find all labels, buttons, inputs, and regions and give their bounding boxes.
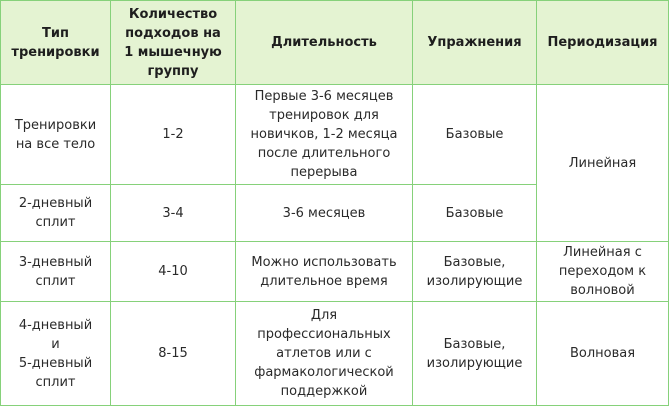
cell-training-type: 4-дневный и 5-дневный сплит [1,302,111,406]
cell-sets: 3-4 [111,185,236,242]
header-training-type: Тип тренировки [1,1,111,85]
cell-sets: 1-2 [111,85,236,185]
cell-duration: Для профессиональных атлетов или с фармакологической поддержкой [236,302,413,406]
cell-duration: 3-6 месяцев [236,185,413,242]
table-row [1,302,669,406]
cell-sets: 4-10 [111,242,236,302]
cell-exercises: Базовые [413,85,537,185]
cell-duration: Первые 3-6 месяцев тренировок для новичков, 1-2 месяца после длительного перерыва [236,85,413,185]
cell-periodization: Линейная [537,85,669,242]
table-header-row [1,1,669,85]
cell-training-type: 2-дневный сплит [1,185,111,242]
cell-training-type: Тренировки на все тело [1,85,111,185]
header-periodization: Периодизация [537,1,669,85]
header-exercises: Упражнения [413,1,537,85]
cell-exercises: Базовые, изолирующие [413,302,537,406]
header-sets-per-muscle-group: Количество подходов на 1 мышечную группу [111,1,236,85]
cell-exercises: Базовые, изолирующие [413,242,537,302]
table-row [1,85,669,185]
cell-periodization: Волновая [537,302,669,406]
cell-exercises: Базовые [413,185,537,242]
cell-training-type: 3-дневный сплит [1,242,111,302]
table-row [1,242,669,302]
cell-duration: Можно использовать длительное время [236,242,413,302]
cell-sets: 8-15 [111,302,236,406]
header-duration: Длительность [236,1,413,85]
cell-periodization: Линейная с переходом к волновой [537,242,669,302]
